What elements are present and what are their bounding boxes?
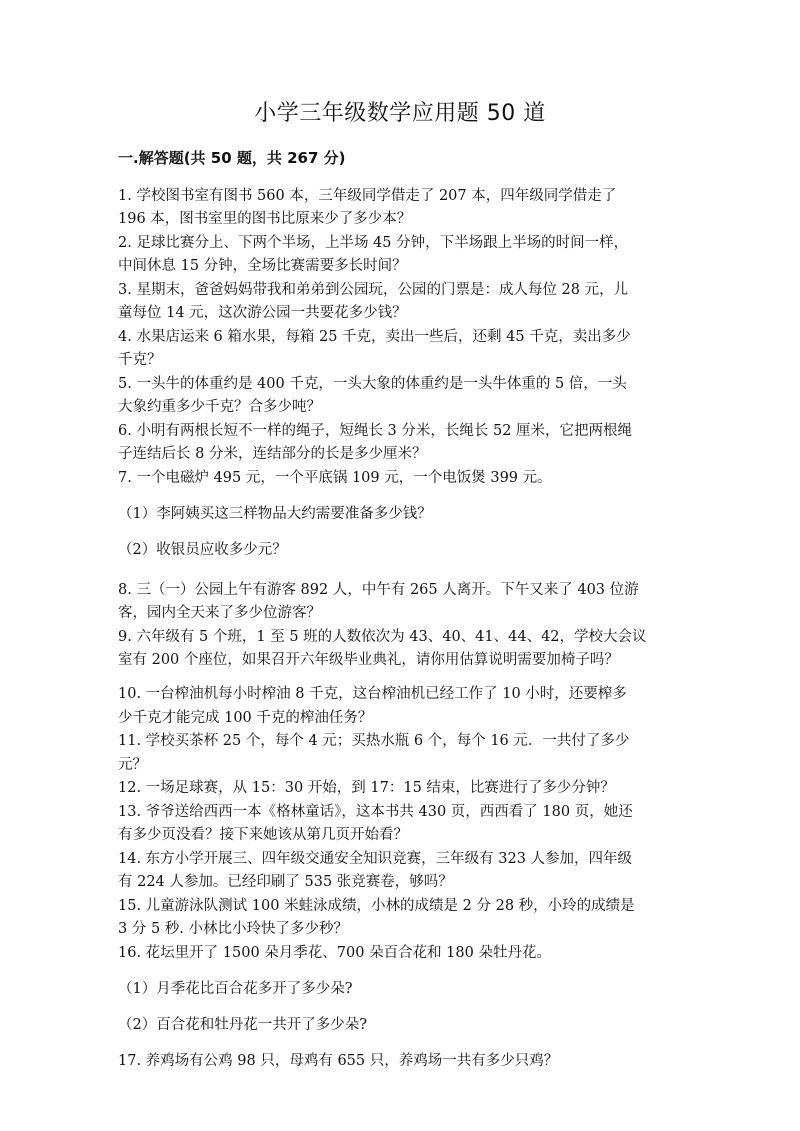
question-line: 元？ [118,757,147,773]
question-line: 室有 200 个座位，如果召开六年级毕业典礼，请你用估算说明需要加椅子吗？ [118,652,619,668]
question-line: 7. 一个电磁炉 495 元，一个平底锅 109 元，一个电饭煲 399 元。 [118,470,552,486]
question-line: 大象约重多少千克？合多少吨？ [118,399,321,415]
question-line: 196 本，图书室里的图书比原来少了多少本？ [118,211,412,227]
question-line: 3 分 5 秒. 小林比小玲快了多少秒？ [118,921,348,937]
question-line: 有多少页没看？接下来她该从第几页开始看？ [118,827,408,843]
sub-question-line: （2）收银员应收多少元？ [118,542,287,558]
question-line: 少千克才能完成 100 千克的榨油任务？ [118,710,373,726]
question-line: 4. 水果店运来 6 箱水果，每箱 25 千克，卖出一些后，还剩 45 千克，卖出多少 [118,329,631,345]
page-title: 小学三年级数学应用题 50 道 [254,101,546,126]
question-line: 子连结后长 8 分米，连结部分的长是多少厘米？ [118,446,427,462]
question-line: 3. 星期末，爸爸妈妈带我和弟弟到公园玩，公园的门票是：成人每位 28 元，儿 [118,282,629,298]
question-line: 童每位 14 元，这次游公园一共要花多少钱？ [118,305,407,321]
sub-question-line: （1）月季花比百合花多开了多少朵? [118,981,353,997]
question-line: 6. 小明有两根长短不一样的绳子，短绳长 3 分米，长绳长 52 厘米，它把两根绳 [118,423,633,439]
question-line: 11. 学校买茶杯 25 个，每个 4 元；买热水瓶 6 个，每个 16 元．一共付了多少 [118,733,630,749]
sub-question-line: （1）李阿姨买这三样物品大约需要准备多少钱？ [118,506,432,522]
question-line: 10. 一台榨油机每小时榨油 8 千克，这台榨油机已经工作了 10 小时，还要榨多 [118,686,627,702]
question-line: 16. 花坛里开了 1500 朵月季花、700 朵百合花和 180 朵牡丹花。 [118,945,551,961]
question-line: 1. 学校图书室有图书 560 本，三年级同学借走了 207 本，四年级同学借走了 [118,188,617,204]
section-header: 一.解答题(共 50 题，共 267 分) [118,149,346,167]
sub-question-line: （2）百合花和牡丹花一共开了多少朵? [118,1017,367,1033]
question-line: 有 224 人参加。已经印刷了 535 张竞赛卷，够吗？ [118,874,453,890]
question-line: 千克？ [118,352,162,368]
question-line: 14. 东方小学开展三、四年级交通安全知识竞赛，三年级有 323 人参加，四年级 [118,851,633,867]
question-line: 12. 一场足球赛，从 15：30 开始，到 17：15 结束，比赛进行了多少分钟？ [118,780,615,796]
question-line: 8. 三（一）公园上午有游客 892 人，中午有 265 人离开。下午又来了 403 位游 [118,582,639,598]
question-line: 中间休息 15 分钟，全场比赛需要多长时间？ [118,258,407,274]
question-line: 客，园内全天来了多少位游客？ [118,605,321,621]
question-line: 5. 一头牛的体重约是 400 千克，一头大象的体重约是一头牛体重的 5 倍，一头 [118,376,627,392]
question-line: 15. 儿童游泳队测试 100 米蛙泳成绩，小林的成绩是 2 分 28 秒，小玲的成绩是 [118,898,635,914]
question-line: 13. 爷爷送给西西一本《格林童话》，这本书共 430 页，西西看了 180 页，她还 [118,804,633,820]
question-line: 17. 养鸡场有公鸡 98 只，母鸡有 655 只，养鸡场一共有多少只鸡？ [118,1053,559,1069]
question-line: 2. 足球比赛分上、下两个半场，上半场 45 分钟，下半场跟上半场的时间一样， [118,235,629,251]
question-line: 9. 六年级有 5 个班，1 至 5 班的人数依次为 43、40、41、44、42，学校大会议 [118,629,647,645]
